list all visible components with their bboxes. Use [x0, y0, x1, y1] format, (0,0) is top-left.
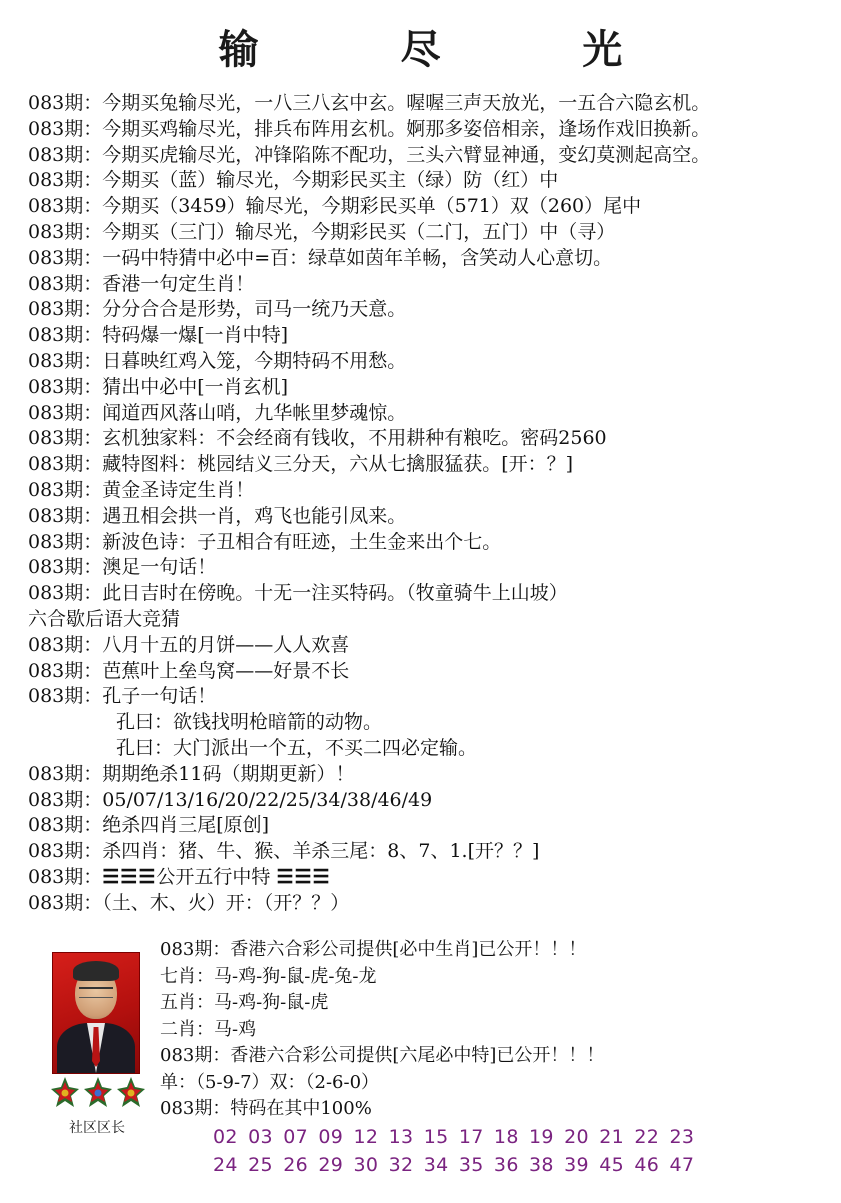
prediction-line: 083期：闻道西风落山哨，九华帐里梦魂惊。: [28, 401, 407, 424]
medal-icon: [50, 1075, 80, 1115]
prediction-lines: [28, 91, 828, 917]
prediction-line: 083期：今期买兔输尽光，一八三八玄中玄。喔喔三声天放光，一五合六隐玄机。: [28, 92, 711, 114]
prediction-line: 083期：（土、木、火）开：（开？？）: [28, 891, 350, 914]
info-line: 七肖：马-鸡-狗-鼠-虎-兔-龙: [160, 965, 377, 987]
prediction-line: 083期：今期买（蓝）输尽光，今期彩民买主（绿）防（红）中: [28, 169, 559, 192]
prediction-line: 083期：香港一句定生肖！: [28, 272, 255, 295]
prediction-line: 083期：孔子一句话！: [28, 685, 217, 708]
prediction-line: 083期：新波色诗：子丑相合有旺迹，土生金来出个七。: [28, 530, 502, 553]
prediction-line: 083期：一码中特猜中必中=百：绿草如茵年羊畅，含笑动人心意切。: [28, 246, 613, 269]
trigram-mark-right: ☰☰☰: [276, 865, 331, 888]
prediction-line: 083期：今期买（3459）输尽光，今期彩民买单（571）双（260）尾中: [28, 195, 642, 218]
prediction-line-five-elements: [28, 865, 828, 891]
special-numbers-row-2: 24 25 26 29 30 32 34 35 36 38 39 45 46 47: [213, 1154, 695, 1176]
line-prefix: 083期：: [28, 865, 103, 888]
section-heading: 六合歇后语大竞猜: [28, 607, 181, 630]
prediction-line: 083期：黄金圣诗定生肖！: [28, 478, 255, 501]
prediction-line: 083期：05/07/13/16/20/22/25/34/38/46/49: [28, 788, 433, 811]
prediction-line: 083期：今期买虎输尽光，冲锋陷陈不配功，三头六臂显神通，变幻莫测起高空。: [28, 143, 711, 166]
prediction-line: 083期：杀四肖：猪、牛、猴、羊杀三尾：8、7、1.[开？？]: [28, 840, 540, 863]
info-line: 083期：香港六合彩公司提供[六尾必中特]已公开！！！: [160, 1045, 605, 1066]
special-numbers-row-1: 02 03 07 09 12 13 15 17 18 19 20 21 22 23: [213, 1126, 695, 1148]
prediction-line: 083期：八月十五的月饼——人人欢喜: [28, 633, 350, 656]
prediction-line: 083期：分分合合是形势，司马一统乃天意。: [28, 298, 407, 321]
author-photo: [52, 952, 140, 1074]
info-block: [160, 937, 820, 1123]
info-line: 五肖：马-鸡-狗-鼠-虎: [160, 992, 329, 1013]
prediction-line: 083期：藏特图料：桃园结义三分天，六从七擒服猛获。[开：？]: [28, 453, 574, 476]
medal-badges: [50, 1075, 146, 1119]
prediction-line: 083期：遇丑相会拱一肖，鸡飞也能引凤来。: [28, 504, 407, 527]
prediction-line: 083期：今期买（三门）输尽光，今期彩民买（二门，五门）中（寻）: [28, 220, 616, 243]
info-line: 083期：特码在其中100%: [160, 1098, 372, 1119]
info-line: 二肖：马-鸡: [160, 1018, 257, 1040]
page-title: 输 尽 光: [218, 26, 687, 73]
medal-icon: [83, 1075, 113, 1115]
confucius-quote: 孔曰：大门派出一个五，不买二四必定输。: [116, 736, 478, 759]
photo-caption: 社区区长: [69, 1120, 125, 1136]
line-text: 公开五行中特: [156, 865, 271, 888]
prediction-line: 083期：此日吉时在傍晚。十无一注买特码。（牧童骑牛上山坡）: [28, 582, 568, 605]
trigram-mark-left: ☰☰☰: [102, 865, 157, 888]
prediction-line: 083期：澳足一句话！: [28, 556, 217, 579]
medal-icon: [116, 1075, 146, 1115]
prediction-line: 083期：期期绝杀11码（期期更新）！: [28, 762, 355, 785]
prediction-line: 083期：玄机独家料：不会经商有钱收，不用耕种有粮吃。密码2560: [28, 427, 607, 450]
prediction-line: 083期：日暮映红鸡入笼，今期特码不用愁。: [28, 349, 407, 372]
info-line: 083期：香港六合彩公司提供[必中生肖]已公开！！！: [160, 939, 587, 960]
prediction-line: 083期：芭蕉叶上垒鸟窝——好景不长: [28, 659, 350, 682]
prediction-line: 083期：猜出中必中[一肖玄机]: [28, 375, 289, 398]
prediction-line: 083期：今期买鸡输尽光，排兵布阵用玄机。婀那多姿倍相亲，逢场作戏旧换新。: [28, 117, 711, 140]
prediction-line: 083期：绝杀四肖三尾[原创]: [28, 814, 270, 837]
info-line: 单：（5-9-7）双：（2-6-0）: [160, 1071, 380, 1093]
prediction-line: 083期：特码爆一爆[一肖中特]: [28, 324, 289, 347]
confucius-quote: 孔曰：欲钱找明枪暗箭的动物。: [116, 711, 383, 734]
